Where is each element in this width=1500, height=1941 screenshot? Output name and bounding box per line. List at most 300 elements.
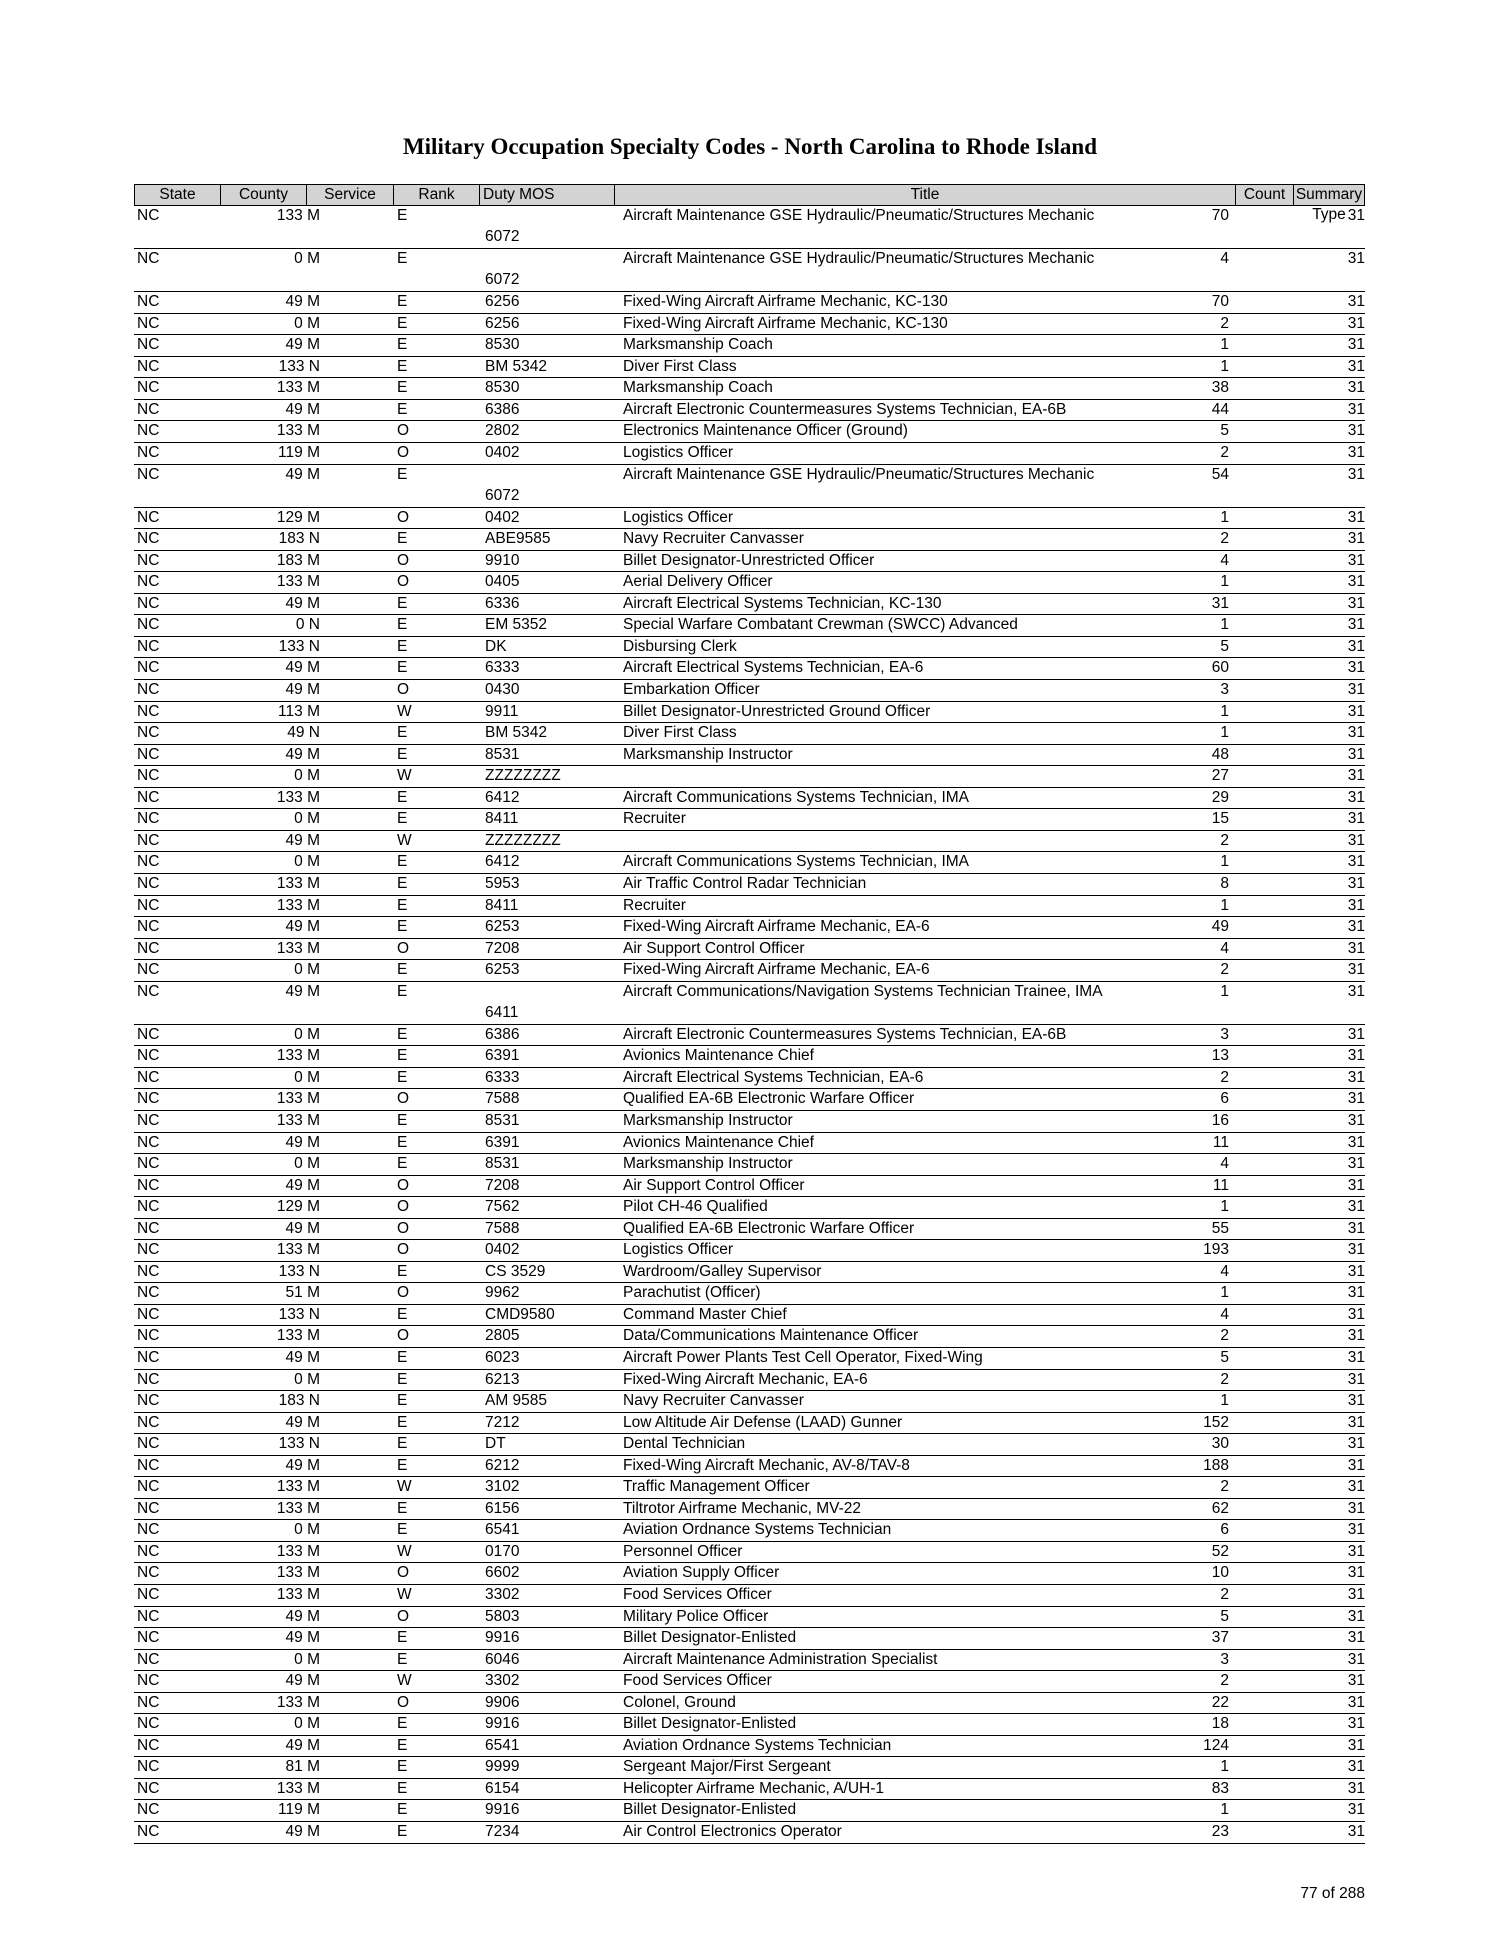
table-row bbox=[134, 1025, 1365, 1047]
cell-summary-type: 31 bbox=[1347, 1025, 1365, 1043]
cell-duty-mos: 0405 bbox=[485, 573, 520, 591]
table-row bbox=[134, 745, 1365, 767]
cell-count: 2 bbox=[1220, 1068, 1229, 1086]
cell-state: NC bbox=[137, 702, 160, 720]
cell-county: 49 bbox=[285, 918, 303, 936]
cell-state: NC bbox=[137, 1435, 160, 1453]
table-row bbox=[134, 1089, 1365, 1111]
cell-count: 1 bbox=[1220, 1392, 1229, 1410]
cell-state: NC bbox=[137, 508, 160, 526]
cell-county: 0 bbox=[294, 1155, 303, 1173]
cell-count: 10 bbox=[1211, 1564, 1229, 1582]
cell-state: NC bbox=[137, 293, 160, 311]
cell-state: NC bbox=[137, 1284, 160, 1302]
cell-duty-mos: 8530 bbox=[485, 336, 520, 354]
cell-duty-mos: 9911 bbox=[485, 702, 519, 720]
cell-duty-mos: 8531 bbox=[485, 1111, 520, 1129]
cell-duty-mos: 6154 bbox=[485, 1779, 520, 1797]
cell-service: M bbox=[307, 1672, 320, 1690]
cell-summary-type: 31 bbox=[1347, 1478, 1365, 1496]
cell-title: Wardroom/Galley Supervisor bbox=[623, 1262, 822, 1280]
cell-summary-type: 31 bbox=[1347, 1133, 1365, 1151]
table-row bbox=[134, 917, 1365, 939]
cell-service: M bbox=[307, 336, 320, 354]
cell-count: 23 bbox=[1211, 1823, 1229, 1841]
cell-service: M bbox=[307, 207, 320, 224]
cell-rank: O bbox=[397, 1198, 410, 1216]
cell-county: 133 bbox=[278, 1435, 305, 1453]
cell-title: Qualified EA-6B Electronic Warfare Officer bbox=[623, 1090, 915, 1108]
cell-state: NC bbox=[137, 1801, 160, 1819]
cell-title: Special Warfare Combatant Crewman (SWCC) Advanced bbox=[623, 616, 1018, 634]
cell-duty-mos: 6336 bbox=[485, 594, 520, 612]
cell-rank: E bbox=[397, 724, 408, 742]
table-row bbox=[134, 465, 1365, 508]
cell-title: Parachutist (Officer) bbox=[623, 1284, 761, 1302]
cell-rank: E bbox=[397, 1155, 408, 1173]
cell-rank: E bbox=[397, 1370, 408, 1388]
cell-service: M bbox=[307, 1823, 320, 1841]
cell-title: Billet Designator-Enlisted bbox=[623, 1629, 797, 1647]
cell-count: 16 bbox=[1211, 1111, 1229, 1129]
cell-state: NC bbox=[137, 1155, 160, 1173]
cell-title: Billet Designator-Enlisted bbox=[623, 1715, 797, 1733]
table-row bbox=[134, 1736, 1365, 1758]
cell-state: NC bbox=[137, 379, 160, 397]
cell-county: 49 bbox=[285, 1176, 303, 1194]
cell-service: N bbox=[308, 1262, 320, 1280]
cell-title: Marksmanship Instructor bbox=[623, 745, 793, 763]
table-row bbox=[134, 1693, 1365, 1715]
cell-title: Fixed-Wing Aircraft Airframe Mechanic, KC-130 bbox=[623, 314, 948, 332]
cell-rank: O bbox=[397, 551, 410, 569]
cell-count: 60 bbox=[1211, 659, 1229, 677]
cell-service: N bbox=[308, 637, 320, 655]
cell-count: 62 bbox=[1211, 1499, 1229, 1517]
cell-duty-mos: 7208 bbox=[485, 939, 520, 957]
cell-count: 1 bbox=[1220, 1801, 1229, 1819]
cell-service: M bbox=[307, 961, 320, 979]
cell-summary-type: 31 bbox=[1347, 1823, 1365, 1841]
cell-service: M bbox=[307, 1413, 320, 1431]
cell-count: 31 bbox=[1211, 594, 1229, 612]
cell-duty-mos: 6156 bbox=[485, 1499, 520, 1517]
cell-state: NC bbox=[137, 918, 160, 936]
cell-summary-type: 31 bbox=[1347, 1198, 1365, 1216]
cell-service: M bbox=[307, 1478, 320, 1496]
cell-summary-type: 31 bbox=[1347, 1392, 1365, 1410]
cell-state: NC bbox=[137, 250, 160, 268]
cell-duty-mos: 7234 bbox=[485, 1823, 520, 1841]
cell-rank: E bbox=[397, 853, 408, 871]
table-row bbox=[134, 357, 1365, 379]
cell-county: 0 bbox=[294, 853, 303, 871]
cell-summary-type: 31 bbox=[1347, 874, 1365, 892]
cell-state: NC bbox=[137, 1736, 160, 1754]
cell-title: Navy Recruiter Canvasser bbox=[623, 1392, 804, 1410]
cell-title: Fixed-Wing Aircraft Mechanic, AV-8/TAV-8 bbox=[623, 1456, 910, 1474]
cell-count: 124 bbox=[1203, 1736, 1229, 1754]
cell-state: NC bbox=[137, 594, 160, 612]
cell-county: 49 bbox=[285, 745, 303, 763]
cell-title: Food Services Officer bbox=[623, 1586, 772, 1603]
cell-summary-type: 31 bbox=[1347, 1155, 1365, 1173]
cell-service: M bbox=[307, 1348, 320, 1366]
table-row bbox=[134, 874, 1365, 896]
cell-summary-type: 31 bbox=[1347, 508, 1365, 526]
cell-summary-type: 31 bbox=[1347, 1564, 1365, 1582]
cell-county: 133 bbox=[276, 379, 303, 397]
table-row bbox=[134, 852, 1365, 874]
table-row bbox=[134, 1822, 1365, 1844]
cell-rank: E bbox=[397, 465, 408, 483]
cell-county: 133 bbox=[276, 1564, 303, 1582]
cell-duty-mos: 5953 bbox=[485, 874, 520, 892]
cell-count: 2 bbox=[1220, 961, 1229, 979]
cell-state: NC bbox=[137, 551, 160, 569]
cell-title: Aircraft Electronic Countermeasures Systems Technician, EA-6B bbox=[623, 400, 1067, 418]
cell-rank: O bbox=[397, 1090, 410, 1108]
cell-state: NC bbox=[137, 1478, 160, 1496]
cell-duty-mos: 8411 bbox=[485, 810, 519, 828]
cell-service: M bbox=[307, 551, 320, 569]
cell-duty-mos: ZZZZZZZZ bbox=[485, 767, 561, 785]
cell-count: 5 bbox=[1220, 422, 1229, 440]
cell-county: 49 bbox=[285, 1607, 303, 1625]
cell-rank: E bbox=[397, 1133, 408, 1151]
cell-service: M bbox=[307, 702, 320, 720]
table-body bbox=[134, 206, 1365, 1844]
table-row bbox=[134, 1391, 1365, 1413]
cell-county: 0 bbox=[294, 1650, 303, 1668]
cell-duty-mos: DK bbox=[485, 637, 507, 655]
cell-summary-type: 31 bbox=[1347, 1586, 1365, 1603]
cell-duty-mos: AM 9585 bbox=[485, 1392, 548, 1410]
table-row bbox=[134, 572, 1365, 594]
cell-summary-type: 31 bbox=[1347, 1111, 1365, 1129]
cell-service: M bbox=[307, 1650, 320, 1668]
cell-county: 81 bbox=[285, 1758, 303, 1776]
cell-summary-type: 31 bbox=[1347, 1284, 1365, 1302]
cell-duty-mos: 9916 bbox=[485, 1629, 520, 1647]
table-row bbox=[134, 1499, 1365, 1521]
cell-summary-type: 31 bbox=[1347, 207, 1365, 224]
cell-state: NC bbox=[137, 400, 160, 418]
cell-title: Marksmanship Instructor bbox=[623, 1155, 793, 1173]
cell-county: 133 bbox=[276, 422, 303, 440]
cell-title: Electronics Maintenance Officer (Ground) bbox=[623, 422, 908, 440]
cell-service: M bbox=[307, 1068, 320, 1086]
header-title: Title bbox=[615, 185, 1236, 205]
cell-county: 49 bbox=[285, 1672, 303, 1690]
table-row bbox=[134, 1477, 1365, 1499]
cell-county: 0 bbox=[294, 1370, 303, 1388]
cell-duty-mos: 6333 bbox=[485, 659, 520, 677]
cell-summary-type: 31 bbox=[1347, 1219, 1365, 1237]
cell-summary-type: 31 bbox=[1347, 336, 1365, 354]
cell-duty-mos: 0402 bbox=[485, 508, 520, 526]
cell-summary-type: 31 bbox=[1347, 745, 1365, 763]
cell-rank: E bbox=[397, 314, 408, 332]
cell-title: Colonel, Ground bbox=[623, 1693, 736, 1711]
table-row bbox=[134, 1197, 1365, 1219]
cell-duty-mos: 6072 bbox=[485, 271, 520, 289]
cell-county: 49 bbox=[285, 1823, 303, 1841]
cell-count: 37 bbox=[1211, 1629, 1229, 1647]
cell-duty-mos: 8531 bbox=[485, 745, 520, 763]
cell-rank: E bbox=[397, 810, 408, 828]
cell-service: M bbox=[307, 874, 320, 892]
cell-service: M bbox=[307, 1133, 320, 1151]
cell-county: 0 bbox=[294, 250, 303, 268]
cell-county: 133 bbox=[276, 1499, 303, 1517]
cell-title: Marksmanship Coach bbox=[623, 379, 773, 397]
cell-summary-type: 31 bbox=[1347, 1456, 1365, 1474]
table-row bbox=[134, 1456, 1365, 1478]
cell-state: NC bbox=[137, 1219, 160, 1237]
cell-duty-mos: 6253 bbox=[485, 961, 520, 979]
cell-county: 49 bbox=[285, 659, 303, 677]
table-row bbox=[134, 292, 1365, 314]
cell-duty-mos: 2805 bbox=[485, 1327, 520, 1345]
cell-rank: E bbox=[397, 1521, 408, 1539]
cell-county: 49 bbox=[285, 1348, 303, 1366]
cell-county: 183 bbox=[276, 551, 303, 569]
cell-county: 183 bbox=[278, 530, 305, 548]
cell-service: N bbox=[308, 1305, 320, 1323]
cell-county: 49 bbox=[285, 293, 303, 311]
cell-title: Pilot CH-46 Qualified bbox=[623, 1198, 768, 1216]
cell-duty-mos: ZZZZZZZZ bbox=[485, 831, 561, 849]
cell-title: Navy Recruiter Canvasser bbox=[623, 530, 804, 548]
table-row bbox=[134, 1176, 1365, 1198]
cell-state: NC bbox=[137, 681, 160, 699]
table-row bbox=[134, 1219, 1365, 1241]
cell-duty-mos: 6541 bbox=[485, 1521, 520, 1539]
cell-summary-type: 31 bbox=[1347, 551, 1365, 569]
cell-count: 2 bbox=[1220, 1478, 1229, 1496]
cell-duty-mos: EM 5352 bbox=[485, 616, 548, 634]
cell-summary-type: 31 bbox=[1347, 1801, 1365, 1819]
cell-service: M bbox=[307, 659, 320, 677]
cell-state: NC bbox=[137, 1672, 160, 1690]
cell-rank: E bbox=[397, 1262, 408, 1280]
cell-count: 5 bbox=[1220, 1348, 1229, 1366]
header-state: State bbox=[135, 185, 221, 205]
table-row bbox=[134, 1154, 1365, 1176]
cell-title: Aviation Ordnance Systems Technician bbox=[623, 1736, 892, 1754]
cell-rank: E bbox=[397, 982, 408, 1000]
cell-service: M bbox=[307, 379, 320, 397]
cell-title: Marksmanship Instructor bbox=[623, 1111, 793, 1129]
cell-duty-mos: 9916 bbox=[485, 1715, 520, 1733]
cell-title: Air Support Control Officer bbox=[623, 1176, 805, 1194]
cell-summary-type: 31 bbox=[1347, 1521, 1365, 1539]
cell-service: M bbox=[307, 1219, 320, 1237]
cell-count: 152 bbox=[1203, 1413, 1229, 1431]
cell-rank: E bbox=[397, 1392, 408, 1410]
cell-county: 0 bbox=[294, 767, 303, 785]
cell-count: 1 bbox=[1220, 1198, 1229, 1216]
table-row bbox=[134, 594, 1365, 616]
cell-rank: E bbox=[397, 400, 408, 418]
cell-summary-type: 31 bbox=[1347, 853, 1365, 871]
cell-summary-type: 31 bbox=[1347, 314, 1365, 332]
cell-state: NC bbox=[137, 1305, 160, 1323]
cell-summary-type: 31 bbox=[1347, 939, 1365, 957]
cell-duty-mos: BM 5342 bbox=[485, 357, 548, 375]
cell-count: 2 bbox=[1220, 314, 1229, 332]
cell-count: 1 bbox=[1220, 702, 1229, 720]
table-row bbox=[134, 443, 1365, 465]
cell-service: M bbox=[307, 1586, 320, 1603]
cell-duty-mos: ABE9585 bbox=[485, 530, 551, 548]
cell-rank: E bbox=[397, 1111, 408, 1129]
cell-county: 133 bbox=[276, 1241, 303, 1259]
cell-rank: O bbox=[397, 508, 410, 526]
cell-summary-type: 31 bbox=[1347, 1629, 1365, 1647]
cell-service: M bbox=[307, 1715, 320, 1733]
cell-rank: E bbox=[397, 1047, 408, 1065]
cell-duty-mos: 7588 bbox=[485, 1090, 520, 1108]
cell-duty-mos: 6253 bbox=[485, 918, 520, 936]
cell-count: 15 bbox=[1211, 810, 1229, 828]
cell-rank: O bbox=[397, 1241, 410, 1259]
cell-service: M bbox=[307, 810, 320, 828]
cell-service: M bbox=[307, 508, 320, 526]
cell-summary-type: 31 bbox=[1347, 1758, 1365, 1776]
cell-rank: E bbox=[397, 745, 408, 763]
table-row bbox=[134, 1413, 1365, 1435]
cell-service: M bbox=[307, 465, 320, 483]
cell-service: M bbox=[307, 1779, 320, 1797]
cell-service: M bbox=[307, 1693, 320, 1711]
cell-service: M bbox=[307, 1327, 320, 1345]
cell-rank: E bbox=[397, 1779, 408, 1797]
table-row bbox=[134, 1262, 1365, 1284]
cell-duty-mos: 6412 bbox=[485, 853, 520, 871]
cell-count: 2 bbox=[1220, 1672, 1229, 1690]
cell-county: 133 bbox=[278, 1305, 305, 1323]
cell-service: M bbox=[307, 1758, 320, 1776]
table-row bbox=[134, 1628, 1365, 1650]
cell-county: 51 bbox=[285, 1284, 303, 1302]
cell-county: 133 bbox=[276, 788, 303, 806]
cell-state: NC bbox=[137, 1521, 160, 1539]
table-row bbox=[134, 723, 1365, 745]
cell-service: N bbox=[308, 1435, 320, 1453]
cell-county: 133 bbox=[276, 1542, 303, 1560]
cell-duty-mos: 7588 bbox=[485, 1219, 520, 1237]
cell-summary-type: 31 bbox=[1347, 573, 1365, 591]
cell-count: 4 bbox=[1220, 551, 1229, 569]
cell-summary-type: 31 bbox=[1347, 896, 1365, 914]
cell-state: NC bbox=[137, 1413, 160, 1431]
cell-duty-mos: 0402 bbox=[485, 444, 520, 462]
table-row bbox=[134, 335, 1365, 357]
cell-summary-type: 31 bbox=[1347, 1047, 1365, 1065]
table-row bbox=[134, 378, 1365, 400]
cell-title: Fixed-Wing Aircraft Airframe Mechanic, EA-6 bbox=[623, 918, 930, 936]
cell-county: 0 bbox=[294, 1068, 303, 1086]
cell-rank: E bbox=[397, 616, 408, 634]
cell-state: NC bbox=[137, 788, 160, 806]
table-row bbox=[134, 809, 1365, 831]
cell-title: Helicopter Airframe Mechanic, A/UH-1 bbox=[623, 1779, 885, 1797]
page-title: Military Occupation Specialty Codes - North Carolina to Rhode Island bbox=[402, 134, 1098, 159]
cell-rank: E bbox=[397, 1068, 408, 1086]
cell-rank: E bbox=[397, 1629, 408, 1647]
table-row bbox=[134, 831, 1365, 853]
cell-summary-type: 31 bbox=[1347, 1176, 1365, 1194]
cell-title: Tiltrotor Airframe Mechanic, MV-22 bbox=[623, 1499, 862, 1517]
cell-service: M bbox=[307, 422, 320, 440]
cell-state: NC bbox=[137, 767, 160, 785]
cell-title: Aircraft Electrical Systems Technician, KC-130 bbox=[623, 594, 942, 612]
cell-summary-type: 31 bbox=[1347, 616, 1365, 634]
table-row bbox=[134, 1800, 1365, 1822]
cell-title: Diver First Class bbox=[623, 357, 737, 375]
cell-summary-type: 31 bbox=[1347, 724, 1365, 742]
cell-rank: W bbox=[397, 831, 412, 849]
cell-state: NC bbox=[137, 1198, 160, 1216]
cell-count: 6 bbox=[1220, 1521, 1229, 1539]
cell-state: NC bbox=[137, 1047, 160, 1065]
cell-summary-type: 31 bbox=[1347, 1305, 1365, 1323]
cell-service: N bbox=[308, 616, 320, 634]
cell-duty-mos: CS 3529 bbox=[485, 1262, 546, 1280]
cell-rank: E bbox=[397, 659, 408, 677]
cell-rank: E bbox=[397, 250, 408, 268]
cell-county: 49 bbox=[285, 1629, 303, 1647]
cell-summary-type: 31 bbox=[1347, 810, 1365, 828]
cell-duty-mos: 6256 bbox=[485, 293, 520, 311]
cell-title: Disbursing Clerk bbox=[623, 637, 737, 655]
cell-title: Aircraft Power Plants Test Cell Operator, Fixed-Wing bbox=[623, 1348, 983, 1366]
cell-county: 133 bbox=[276, 1327, 303, 1345]
cell-state: NC bbox=[137, 1068, 160, 1086]
cell-duty-mos: 0402 bbox=[485, 1241, 520, 1259]
cell-duty-mos: 6541 bbox=[485, 1736, 520, 1754]
cell-state: NC bbox=[137, 1176, 160, 1194]
cell-service: M bbox=[307, 1090, 320, 1108]
cell-duty-mos: 8530 bbox=[485, 379, 520, 397]
cell-state: NC bbox=[137, 745, 160, 763]
cell-rank: E bbox=[397, 1823, 408, 1841]
cell-summary-type: 31 bbox=[1347, 1650, 1365, 1668]
cell-count: 1 bbox=[1220, 573, 1229, 591]
cell-service: M bbox=[307, 594, 320, 612]
table-row bbox=[134, 206, 1365, 249]
table-row bbox=[134, 1671, 1365, 1693]
cell-county: 133 bbox=[276, 1693, 303, 1711]
table-row bbox=[134, 960, 1365, 982]
cell-service: M bbox=[307, 1629, 320, 1647]
cell-rank: E bbox=[397, 207, 408, 224]
header-summary-type: Summary Type bbox=[1295, 186, 1363, 223]
table-row bbox=[134, 680, 1365, 702]
cell-count: 4 bbox=[1220, 1155, 1229, 1173]
cell-rank: E bbox=[397, 1801, 408, 1819]
header-count: Count bbox=[1236, 185, 1294, 205]
cell-rank: W bbox=[397, 1672, 412, 1690]
cell-summary-type: 31 bbox=[1347, 702, 1365, 720]
cell-service: N bbox=[308, 357, 320, 375]
cell-duty-mos: CMD9580 bbox=[485, 1305, 555, 1323]
cell-summary-type: 31 bbox=[1347, 637, 1365, 655]
cell-rank: E bbox=[397, 1435, 408, 1453]
cell-duty-mos: 6391 bbox=[485, 1047, 520, 1065]
